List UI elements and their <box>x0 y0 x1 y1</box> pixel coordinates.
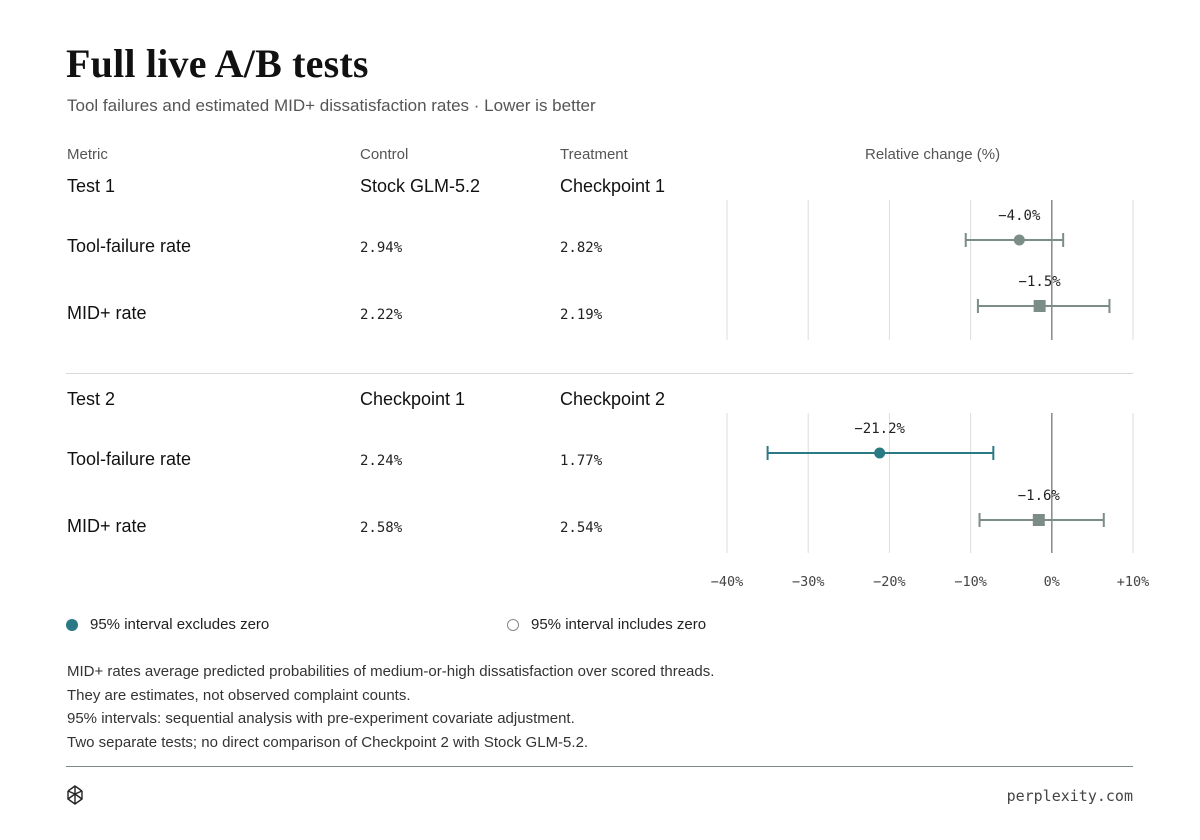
test-2-label: Test 2 <box>67 389 116 409</box>
test-1-label: Test 1 <box>67 176 116 196</box>
legend-includes-zero-label: 95% interval includes zero <box>531 616 707 633</box>
x-tick-label: +10% <box>1116 574 1150 590</box>
legend-excludes-zero <box>66 616 269 633</box>
test-2-tool-failure-control: 2.24% <box>360 453 403 469</box>
test-2-tool-failure-label: Tool-failure rate <box>67 449 192 469</box>
test-1-tool-failure-label: Tool-failure rate <box>67 236 192 256</box>
hollow-dot-icon <box>507 619 519 631</box>
test-2-mid-control: 2.58% <box>360 520 403 536</box>
point-estimate-square <box>1034 300 1046 312</box>
estimate-label: −4.0% <box>998 208 1041 224</box>
legend-excludes-zero-label: 95% interval excludes zero <box>90 616 270 633</box>
point-estimate-circle <box>1014 235 1025 246</box>
test-2-treatment-name: Checkpoint 2 <box>560 389 666 409</box>
page-title: Full live A/B tests <box>66 41 369 86</box>
estimate-label: −1.6% <box>1017 488 1060 504</box>
x-tick-label: 0% <box>1043 574 1060 590</box>
footer-divider <box>66 766 1133 767</box>
test-2-mid-label: MID+ rate <box>67 516 147 536</box>
x-tick-label: −10% <box>954 574 987 590</box>
column-header-metric: Metric <box>67 146 108 163</box>
test-1-tool-failure-control: 2.94% <box>360 240 403 256</box>
x-tick-label: −20% <box>873 574 906 590</box>
test-1-mid-label: MID+ rate <box>67 303 147 323</box>
test-1-treatment-name: Checkpoint 1 <box>560 176 666 196</box>
test-2-control-name: Checkpoint 1 <box>360 389 466 409</box>
column-header-control: Control <box>360 146 409 163</box>
column-header-relative-change: Relative change (%) <box>865 146 1001 163</box>
column-header-treatment: Treatment <box>560 146 628 163</box>
test-2-tool-failure-treatment: 1.77% <box>560 453 603 469</box>
footnote: They are estimates, not observed complaint counts. <box>67 686 411 704</box>
footnotes <box>67 660 714 754</box>
estimate-label: −1.5% <box>1018 274 1061 290</box>
x-tick-label: −30% <box>791 574 825 590</box>
footnote: 95% intervals: sequential analysis with pre-experiment covariate adjustment. <box>67 710 575 727</box>
test-1-tool-failure-treatment: 2.82% <box>560 240 603 256</box>
test-2-mid-treatment: 2.54% <box>560 520 603 536</box>
footer-url: perplexity.com <box>1006 787 1133 805</box>
test-1-mid-treatment: 2.19% <box>560 307 603 323</box>
footnote: Two separate tests; no direct comparison of Checkpoint 2 with Stock GLM-5.2. <box>67 733 589 751</box>
test-1-control-name: Stock GLM-5.2 <box>360 176 481 196</box>
perplexity-logo-icon <box>66 785 84 805</box>
page-subtitle: Tool failures and estimated MID+ dissatisfaction rates · Lower is better <box>67 96 596 115</box>
point-estimate-square <box>1033 514 1045 526</box>
point-estimate-circle <box>874 448 885 459</box>
x-tick-label: −40% <box>710 574 744 590</box>
estimate-label: −21.2% <box>854 421 905 437</box>
footnote: MID+ rates average predicted probabilities of medium-or-high dissatisfaction over scored threads. <box>67 663 715 680</box>
legend-includes-zero <box>507 616 706 633</box>
test-1-mid-control: 2.22% <box>360 307 403 323</box>
filled-dot-icon <box>66 619 78 631</box>
